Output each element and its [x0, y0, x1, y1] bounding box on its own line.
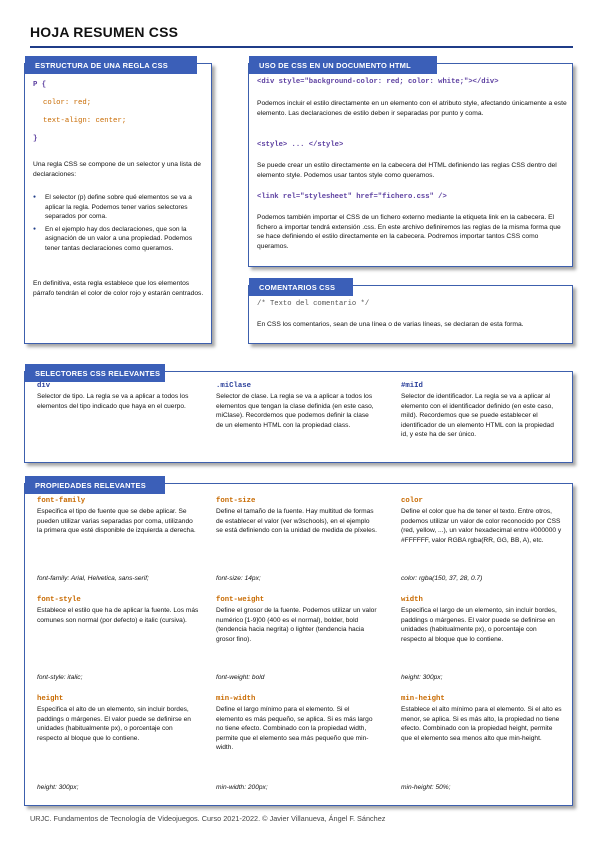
property-name: font-weight [216, 596, 265, 604]
property-example: color: rgba(150, 37, 28, 0.7) [401, 575, 483, 582]
property-example: font-weight: bold [216, 674, 265, 681]
selector-item [37, 382, 197, 411]
outro-text: En definitiva, esta regla establece que los elementos párrafo tendrán el color de color rojo y estarán centrados. [33, 280, 204, 297]
card-comentarios [248, 285, 573, 344]
selector-desc: Selector de clase. La regla se va a aplicar a todos los elementos que tengan la clase definida (en este caso, miClase). Recordemos que podemos definir la clase de un elemento HTML con la propiedad class. [216, 393, 374, 429]
card-propiedades-heading: PROPIEDADES RELEVANTES [25, 476, 165, 494]
selector-item [401, 382, 561, 440]
property-name: font-size [216, 497, 256, 505]
selector-name: #miId [401, 382, 423, 390]
property-item [216, 695, 378, 753]
property-desc: Especifica el alto de un elemento, sin incluir bordes, paddings o márgenes. El valor puede se definirse en unidades (habitualmente px), o porcentaje con respecto al bloque que lo contiene. [37, 706, 191, 742]
selector-name: .miClase [216, 382, 252, 390]
property-example: height: 300px; [37, 784, 79, 791]
page-footer: URJC. Fundamentos de Tecnología de Videojuegos. Curso 2021-2022. © Javier Villanueva, Ángel F. Sánchez [30, 814, 386, 823]
property-name: font-style [37, 596, 81, 604]
selector-desc: Selector de identificador. La regla se va a aplicar al elemento con el identificador definido (en este caso, miId). Recordemos que se puede establecer el identificador de un elemento HTML con la propiedad id, y este ha de ser único. [401, 393, 554, 439]
card-comentarios-heading: COMENTARIOS CSS [249, 278, 353, 296]
property-desc: Define el color que ha de tener el texto. Entre otros, podemos utilizar un valor de color reconocido por CSS (red, yellow, ...), un valor hexadecimal entre #000000 y #FFFFFF, valor RGBA rgba(RR, GG, BB, A), etc. [401, 508, 562, 544]
property-name: min-width [216, 695, 256, 703]
card-selectores-heading: SELECTORES CSS RELEVANTES [25, 364, 165, 382]
selector-item [216, 382, 376, 430]
card-uso-heading: USO DE CSS EN UN DOCUMENTO HTML [249, 56, 437, 74]
selector-name: div [37, 382, 51, 390]
property-name: width [401, 596, 423, 604]
selector-desc: Selector de tipo. La regla se va a aplicar a todos los elementos del tipo indicado que haya en el cuerpo. [37, 393, 189, 410]
list-item: ● En el ejemplo hay dos declaraciones, que son la asignación de un valor a una propiedad. Podemos tener tantas declaraciones como queramos. [33, 225, 205, 254]
property-example: height: 300px; [401, 674, 443, 681]
property-desc: Establece el alto mínimo para el elemento. Si el alto es menor, se aplica. Si es más alto, la propiedad no tiene efecto. Combinado con la propiedad height, permite que el elemento sea menos alto que min-height. [401, 706, 562, 742]
code-style-tag: <style> ... </style> [257, 141, 344, 149]
code-line: color: red; [43, 99, 92, 107]
rule-code-example [33, 79, 126, 145]
card-selectores [24, 371, 573, 463]
property-example: font-style: italic; [37, 674, 83, 681]
property-example: font-family: Arial, Helvetica, sans-serif; [37, 575, 149, 582]
card-uso-html [248, 63, 573, 267]
property-desc: Define el tamaño de la fuente. Hay multitud de formas de establecer el valor (ver w3schools), en el ejemplo se está definiendo con la unidad de medida de píxeles. [216, 508, 377, 535]
bullet-list [33, 193, 205, 257]
list-item: ● El selector (p) define sobre qué elementos se va a aplicar la regla. Podemos tener varios selectores separados por coma. [33, 193, 205, 222]
property-desc: Define el grosor de la fuente. Podemos utilizar un valor numérico [1-9]00 (400 es el normal), bolder, bold (tendencia hacia negrita) o lighter (tendencia hacia grosor fino). [216, 607, 377, 643]
property-name: color [401, 497, 423, 505]
property-item [401, 596, 563, 644]
property-example: min-width: 200px; [216, 784, 268, 791]
card-estructura [24, 63, 212, 344]
property-item [216, 596, 378, 644]
code-line: P { [33, 81, 47, 89]
title-divider [30, 46, 573, 48]
code-line: text-align: center; [43, 117, 127, 125]
property-name: min-height [401, 695, 445, 703]
intro-text: Una regla CSS se compone de un selector y una lista de declaraciones: [33, 161, 202, 178]
code-inline-style: <div style="background-color: red; color: white;"></div> [257, 78, 499, 86]
property-desc: Establece el estilo que ha de aplicar la fuente. Los más comunes son normal (por defecto) e italic (cursiva). [37, 607, 199, 624]
property-item [37, 497, 199, 536]
property-example: min-height: 50%; [401, 784, 451, 791]
code-comment: /* Texto del comentario */ [257, 300, 370, 308]
property-name: height [37, 695, 64, 703]
property-desc: Especifica el largo de un elemento, sin incluir bordes, paddings o márgenes. El valor puede se definirse en unidades (habitualmente px), o porcentaje con respecto al bloque que lo contiene. [401, 607, 557, 643]
property-name: font-family [37, 497, 86, 505]
card-propiedades [24, 483, 573, 806]
text-comment: En CSS los comentarios, sean de una línea o de varias líneas, se declaran de esta forma. [257, 321, 524, 328]
property-item [37, 596, 199, 625]
code-link-tag: <link rel="stylesheet" href="fichero.css" /> [257, 193, 447, 201]
property-item [401, 497, 563, 545]
property-example: font-size: 14px; [216, 575, 261, 582]
code-line: } [33, 135, 38, 143]
text-style-tag: Se puede crear un estilo directamente en la cabecera del HTML definiendo las reglas CSS dentro del elemento style. Podemos usar tantos style como queramos. [257, 162, 557, 179]
card-estructura-heading: ESTRUCTURA DE UNA REGLA CSS [25, 56, 197, 74]
property-item [401, 695, 563, 743]
text-link-tag: Podemos también importar el CSS de un fichero externo mediante la etiqueta link en la cabecera. El fichero a importar tendrá extensión .css. En este archivo definiremos las reglas de la misma forma que se hace definiendo el estilo directamente en la cabecera. Podremos importar tantos CSS como queramos. [257, 214, 561, 250]
text-inline-style: Podemos incluir el estilo directamente en un elemento con el atributo style, afectando únicamente a este elemento. Las declaraciones de estilo deben ir separadas por punto y coma. [257, 100, 567, 117]
property-item [216, 497, 378, 536]
page-title: HOJA RESUMEN CSS [30, 24, 179, 40]
property-item [37, 695, 199, 743]
property-desc: Define el largo mínimo para el elemento. Si el elemento es más pequeño, se aplica. Si es más largo no tiene efecto. Combinado con la propiedad width, permite que el elemento sea más pequeño que min-width. [216, 706, 373, 752]
property-desc: Especifica el tipo de fuente que se debe aplicar. Se pueden utilizar varias separadas por coma, utilizando la primera que esté disponible de izquierda a derecha. [37, 508, 196, 535]
